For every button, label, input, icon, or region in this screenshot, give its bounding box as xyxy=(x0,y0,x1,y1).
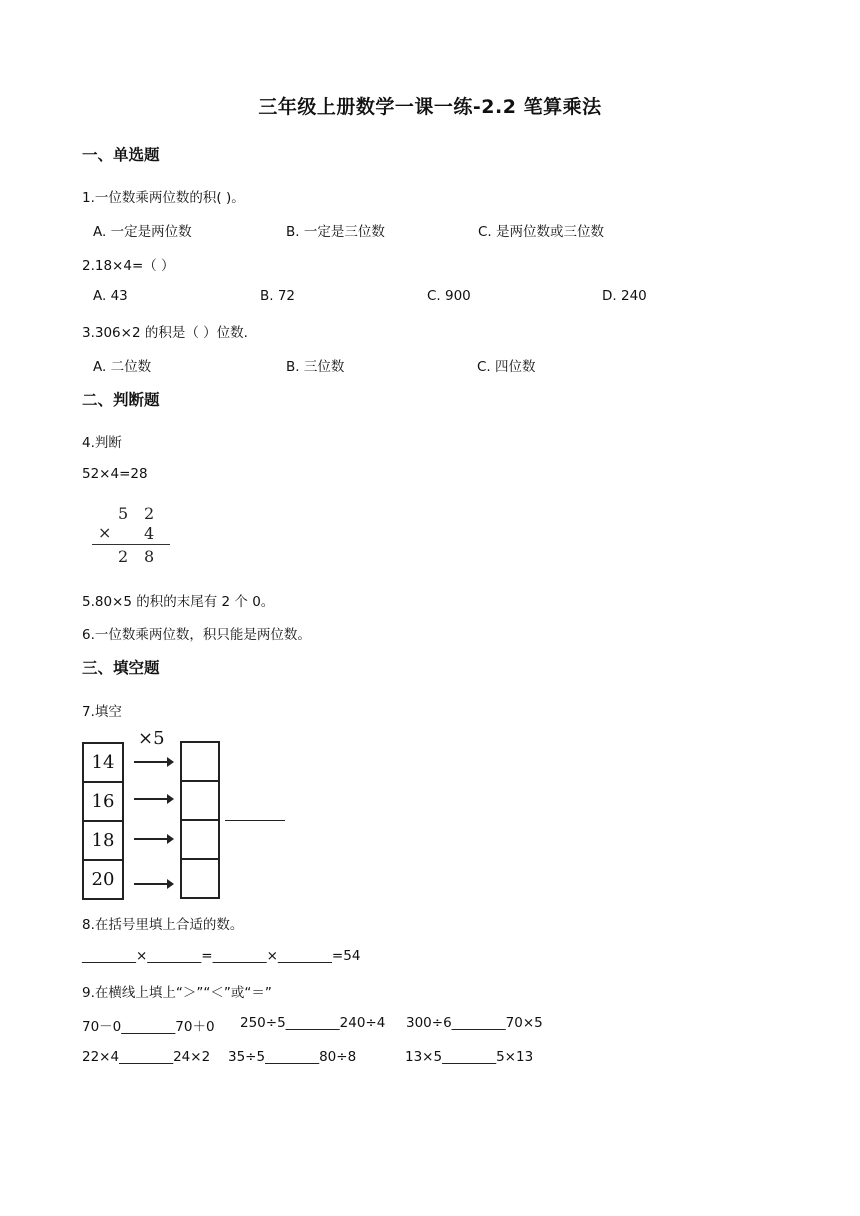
question-9-stem: 9.在横线上填上“＞”“＜”或“＝” xyxy=(82,985,272,1001)
question-2-stem: 2.18×4=（ ） xyxy=(82,258,175,274)
question-3-option-a[interactable]: A. 二位数 xyxy=(93,359,152,375)
question-1-stem: 1.一位数乘两位数的积( )。 xyxy=(82,190,245,206)
input-number-column xyxy=(82,742,124,900)
multiplier-digit: 4 xyxy=(144,524,155,543)
right-arrow-icon xyxy=(134,838,168,840)
answer-box[interactable] xyxy=(182,821,218,860)
question-6-stem: 6.一位数乘两位数，积只能是两位数。 xyxy=(82,627,311,643)
answer-box[interactable] xyxy=(182,860,218,897)
times-sign: × xyxy=(98,523,112,542)
compare-item[interactable]: 22×4________24×2 xyxy=(82,1049,211,1065)
question-2-option-b[interactable]: B. 72 xyxy=(260,288,296,304)
question-8-stem: 8.在括号里填上合适的数。 xyxy=(82,917,244,933)
question-3-option-c[interactable]: C. 四位数 xyxy=(477,359,536,375)
vertical-rule xyxy=(92,544,170,545)
operator-label: ×5 xyxy=(138,728,165,749)
vertical-multiplication-figure xyxy=(88,504,178,570)
question-4-stem: 4.判断 xyxy=(82,435,122,451)
answer-box[interactable] xyxy=(182,743,218,782)
input-number-cell: 16 xyxy=(84,783,122,822)
question-1-option-b[interactable]: B. 一定是三位数 xyxy=(286,224,385,240)
compare-item[interactable]: 300÷6________70×5 xyxy=(406,1015,543,1031)
input-number-cell: 20 xyxy=(91,869,115,890)
compare-item[interactable]: 250÷5________240÷4 xyxy=(240,1015,386,1031)
question-8-blanks[interactable]: ________×________=________×________=54 xyxy=(82,948,361,964)
answer-box[interactable] xyxy=(182,782,218,821)
question-3-option-b[interactable]: B. 三位数 xyxy=(286,359,345,375)
section-heading-single-choice: 一、单选题 xyxy=(82,146,160,164)
question-2-option-a[interactable]: A. 43 xyxy=(93,288,128,304)
section-heading-fill-blank: 三、填空题 xyxy=(82,659,160,677)
question-5-stem: 5.80×5 的积的末尾有 2 个 0。 xyxy=(82,594,275,610)
question-4-equation: 52×4=28 xyxy=(82,466,148,482)
question-1-option-c[interactable]: C. 是两位数或三位数 xyxy=(478,224,605,240)
question-2-option-d[interactable]: D. 240 xyxy=(602,288,647,304)
compare-item[interactable]: 70－0________70＋0 xyxy=(82,1019,215,1035)
multiplicand-digit: 2 xyxy=(144,504,155,523)
result-digit: 8 xyxy=(144,547,155,566)
question-3-stem: 3.306×2 的积是（ ）位数. xyxy=(82,325,248,341)
right-arrow-icon xyxy=(134,761,168,763)
answer-box-column xyxy=(180,741,220,899)
result-digit: 2 xyxy=(118,547,129,566)
question-1-option-a[interactable]: A. 一定是两位数 xyxy=(93,224,192,240)
multiply-by-five-figure xyxy=(82,728,292,902)
input-number-cell: 14 xyxy=(84,744,122,783)
input-number-cell: 18 xyxy=(84,822,122,861)
right-arrow-icon xyxy=(134,883,168,885)
question-2-option-c[interactable]: C. 900 xyxy=(427,288,471,304)
section-heading-true-false: 二、判断题 xyxy=(82,391,160,409)
compare-item[interactable]: 13×5________5×13 xyxy=(405,1049,534,1065)
answer-blank-line[interactable] xyxy=(225,820,285,821)
page-title: 三年级上册数学一课一练-2.2 笔算乘法 xyxy=(258,96,602,118)
right-arrow-icon xyxy=(134,798,168,800)
question-7-stem: 7.填空 xyxy=(82,704,122,720)
multiplicand-digit: 5 xyxy=(118,504,129,523)
compare-item[interactable]: 35÷5________80÷8 xyxy=(228,1049,357,1065)
